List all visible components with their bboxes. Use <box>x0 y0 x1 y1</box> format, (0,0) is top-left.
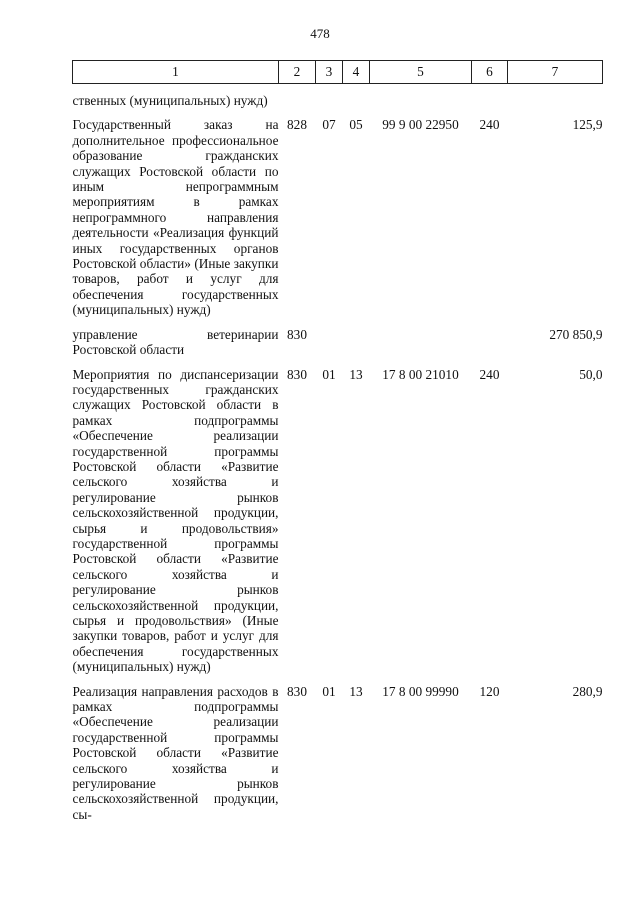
row-admin-code: 830 <box>287 683 307 699</box>
row-amount: 270 850,9 <box>549 326 603 342</box>
table-row <box>73 117 603 317</box>
row-admin-code: 830 <box>287 326 307 342</box>
row-expense-type <box>472 93 508 108</box>
row-target-article: 17 8 00 21010 <box>382 366 459 382</box>
row-section: 07 <box>322 117 336 133</box>
row-target-article <box>370 327 472 358</box>
row-section <box>316 93 343 108</box>
row-subsection <box>343 327 370 358</box>
row-amount: 50,0 <box>579 366 603 382</box>
row-amount: 125,9 <box>572 117 603 133</box>
column-header: 7 <box>508 61 603 84</box>
row-description: ственных (муниципальных) нужд) <box>72 93 268 108</box>
row-admin-code: 828 <box>287 117 307 133</box>
row-expense-type <box>472 327 508 358</box>
column-header: 4 <box>343 61 370 84</box>
table-row <box>73 684 603 823</box>
row-description: управление ветеринарии Ростовской области <box>72 326 279 358</box>
row-gap <box>73 358 603 367</box>
table-row <box>73 327 603 358</box>
row-target-article: 99 9 00 22950 <box>382 117 459 133</box>
table-row <box>73 367 603 675</box>
row-description: Государственный заказ на дополнительное профессиональное образование гражданских служащих Ростовской области по иным непрограммным мероприятиям в рамках непрограммного направления деятельности «Реализация функций иных государственных органов Ростовской области» (Иные закупки товаров, работ и услуг для обеспечения государственных (муниципальных) нужд) <box>72 117 279 318</box>
column-header: 2 <box>279 61 316 84</box>
row-section: 01 <box>322 683 336 699</box>
row-target-article <box>370 93 472 108</box>
row-target-article: 17 8 00 99990 <box>382 683 459 699</box>
row-amount <box>508 93 603 108</box>
row-description: Мероприятия по диспансеризации государственных гражданских служащих Ростовской области в рамках подпрограммы «Обеспечение реализации государственной программы Ростовской области «Развитие сельского хозяйства и регулирование рынков сельскохозяйственной продукции, сырья и продовольствия» государственной программы Ростовской области «Развитие сельского хозяйства и регулирование рынков сельскохозяйственной продукции, сырья и продовольствия» (Иные закупки товаров, работ и услуг для обеспечения государственных (муниципальных) нужд) <box>72 366 279 675</box>
row-expense-type: 120 <box>479 683 500 699</box>
row-subsection <box>343 93 370 108</box>
budget-table <box>72 60 603 822</box>
row-subsection: 05 <box>349 117 363 133</box>
row-section: 01 <box>322 366 336 382</box>
row-expense-type: 240 <box>479 366 500 382</box>
row-subsection: 13 <box>349 366 363 382</box>
row-amount: 280,9 <box>572 683 603 699</box>
row-gap <box>73 675 603 684</box>
page-number: 478 <box>310 26 330 41</box>
row-admin-code: 830 <box>287 366 307 382</box>
row-gap <box>73 108 603 117</box>
table-row <box>73 93 603 108</box>
row-admin-code <box>279 93 316 108</box>
row-description: Реализация направления расходов в рамках подпрограммы «Обеспечение реализации государственной программы Ростовской области «Развитие сельского хозяйства и регулирование рынков сельскохозяйственной продукции, сы- <box>72 683 279 822</box>
row-section <box>316 327 343 358</box>
table-header-row <box>73 61 603 84</box>
header-gap <box>73 84 603 94</box>
column-header: 5 <box>370 61 472 84</box>
row-subsection: 13 <box>349 683 363 699</box>
column-header: 3 <box>316 61 343 84</box>
column-header: 1 <box>73 61 279 84</box>
row-gap <box>73 318 603 327</box>
column-header: 6 <box>472 61 508 84</box>
row-expense-type: 240 <box>479 117 500 133</box>
